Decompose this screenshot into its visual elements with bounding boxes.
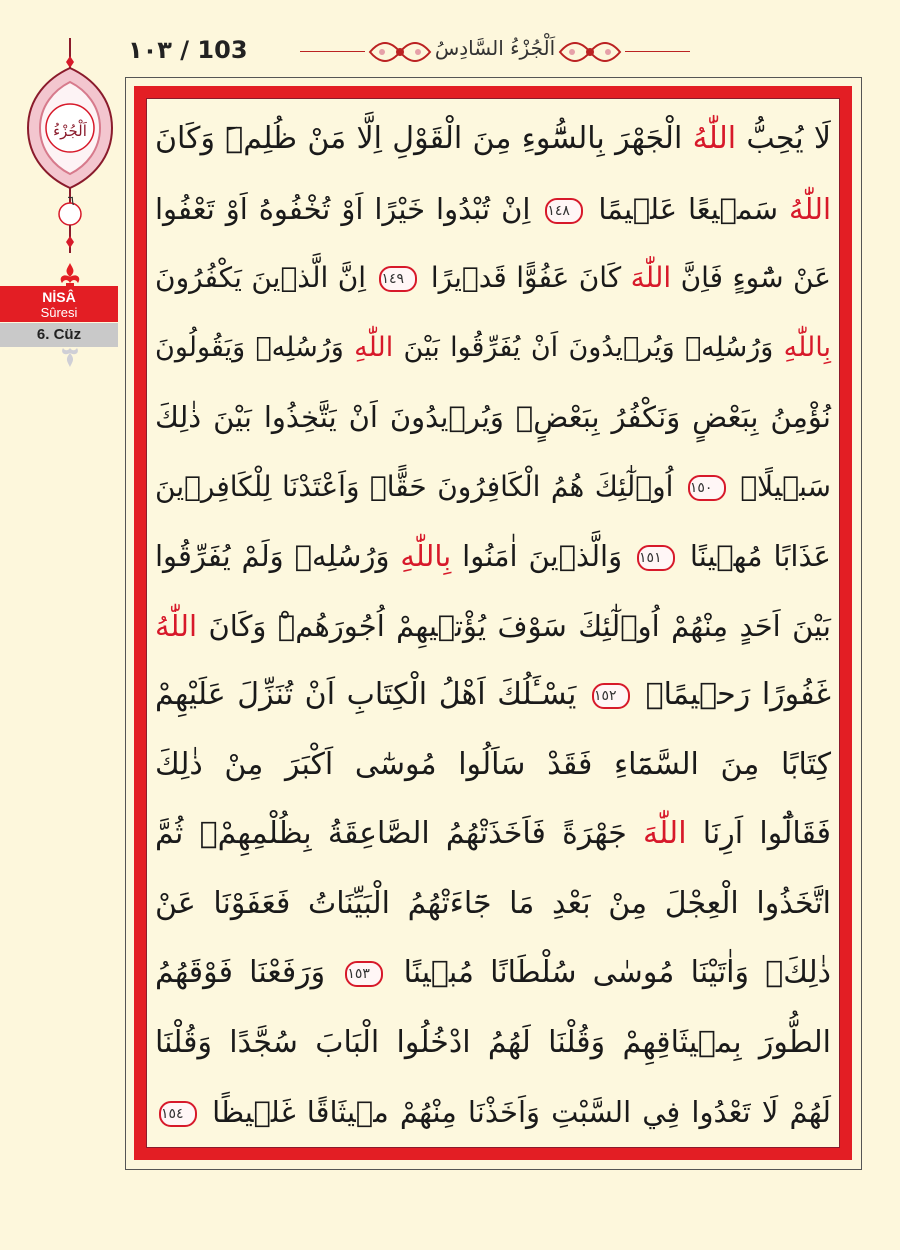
verse-text: يَسْـَٔلُكَ اَهْلُ الْكِتَابِ اَنْ تُنَزِّلَ عَلَيْهِمْ [155, 677, 588, 712]
verse-text: الطُّورَ بِمٖيثَاقِهِمْ وَقُلْنَا لَهُمُ ادْخُلُوا الْبَابَ سُجَّدًا وَقُلْنَا [155, 1024, 831, 1060]
ayah-number-marker: ١٤٨ [545, 198, 583, 224]
text-line [155, 941, 831, 1005]
ayah-number-marker: ١٥٠ [688, 475, 726, 501]
verse-text: ذٰلِكَۚ وَاٰتَيْنَا مُوسٰى سُلْطَانًا مُبٖينًا [387, 955, 831, 990]
verse-text: اِنْ تُبْدُوا خَيْرًا اَوْ تُخْفُوهُ اَوْ تَعْفُوا [155, 191, 542, 226]
juz-medallion-icon [20, 38, 120, 258]
text-line [155, 246, 831, 310]
ayah-number-marker: ١٥٢ [592, 683, 630, 709]
text-line [155, 316, 831, 380]
surah-tab [0, 286, 118, 322]
surah-name: NİSÂ [42, 289, 76, 305]
verse-text: الْجَهْرَ بِالسُّٓوءِ مِنَ الْقَوْلِ اِلَّا مَنْ ظُلِمَۜ وَكَانَ [155, 121, 693, 156]
verse-text: وَرُسُلِهٖ وَيَقُولُونَ [155, 331, 355, 363]
text-line [155, 524, 831, 588]
verse-text: عَنْ سُٓوءٍ فَاِنَّ [671, 261, 832, 294]
header-divider-right [625, 51, 690, 52]
ayah-number-marker: ١٥١ [637, 545, 675, 571]
verse-text: اِنَّ الَّذٖينَ يَكْفُرُونَ [155, 261, 376, 294]
verse-text: عَذَابًا مُهٖينًا [679, 539, 831, 573]
text-line [155, 872, 831, 936]
text-line [155, 1080, 831, 1144]
ayah-number-marker: ١٥٤ [159, 1101, 197, 1127]
juz-number: ٦ [67, 194, 75, 209]
divine-name-text: اللّٰهُ [788, 191, 831, 226]
divine-name-text: بِاللّٰهِ [783, 331, 831, 363]
verse-text: سَبٖيلًاۙ [729, 469, 832, 503]
text-line [155, 455, 831, 519]
verse-text: وَرُسُلِهٖ وَيُرٖيدُونَ اَنْ يُفَرِّقُوا بَيْنَ [393, 331, 784, 363]
divine-name-text: اللّٰهَ [643, 816, 687, 851]
divine-name-text: اللّٰهَ [630, 261, 672, 294]
verse-text: نُؤْمِنُ بِبَعْضٍ وَنَكْفُرُ بِبَعْضٍۙ وَيُرٖيدُونَ اَنْ يَتَّخِذُوا بَيْنَ ذٰلِكَ [155, 400, 831, 434]
verse-text: اتَّخَذُوا الْعِجْلَ مِنْ بَعْدِ مَا جَٓاءَتْهُمُ الْبَيِّنَاتُ فَعَفَوْنَا عَنْ [155, 885, 831, 921]
verse-text: بَيْنَ اَحَدٍ مِنْهُمْ اُو۬لٰٓئِكَ سَوْفَ يُؤْتٖيهِمْ اُجُورَهُمْۜ وَكَانَ [197, 608, 831, 643]
verse-text: جَهْرَةً فَاَخَذَتْهُمُ الصَّاعِقَةُ بِظُلْمِهِمْۚ ثُمَّ [155, 816, 644, 851]
juz-marker [20, 38, 120, 258]
text-line [155, 594, 831, 658]
cuz-fleur-icon [60, 347, 80, 367]
header-ornament-left-icon [368, 38, 432, 66]
text-line [155, 663, 831, 727]
verse-text: وَرَفَعْنَا فَوْقَهُمُ [155, 955, 342, 990]
verse-text: لَا يُحِبُّ [736, 121, 831, 156]
juz-title: اَلْجُزْءُ السَّادِسُ [434, 36, 556, 60]
verse-text: غَفُورًا رَحٖيمًا۟ [634, 677, 831, 712]
divine-name-text: اللّٰهِ [354, 331, 394, 363]
verse-text: سَمٖيعًا عَلٖيمًا [587, 191, 789, 226]
surah-suffix: Sûresi [40, 305, 78, 320]
verse-text: وَالَّذٖينَ اٰمَنُوا [451, 539, 634, 573]
verse-text: كَانَ عَفُوًّا قَدٖيرًا [421, 261, 631, 294]
juz-marker-label: اَلْجُزْءُ [53, 122, 87, 140]
verse-text: اُو۬لٰٓئِكَ هُمُ الْكَافِرُونَ حَقًّاۚ وَاَعْتَدْنَا لِلْكَافِرٖينَ [155, 469, 684, 503]
text-line [155, 1011, 831, 1075]
verse-text: وَرُسُلِهٖ وَلَمْ يُفَرِّقُوا [155, 539, 401, 573]
cuz-label: 6. Cüz [0, 323, 118, 347]
text-line [155, 385, 831, 449]
verse-text: لَهُمْ لَا تَعْدُوا فِي السَّبْتِ وَاَخَذْنَا مِنْهُمْ مٖيثَاقًا غَلٖيظًا [201, 1095, 831, 1129]
verse-text: كِتَابًا مِنَ السَّمَٓاءِ فَقَدْ سَاَلُوا مُوسٰٓى اَكْبَرَ مِنْ ذٰلِكَ [155, 746, 831, 782]
divine-name-text: بِاللّٰهِ [400, 539, 452, 573]
header-divider-left [300, 51, 365, 52]
ayah-number-marker: ١٤٩ [379, 266, 417, 292]
text-line [155, 733, 831, 797]
page-number: ١٠٣ / 103 [128, 36, 248, 64]
verse-text: فَقَالُٓوا اَرِنَا [686, 816, 832, 851]
text-line [155, 802, 831, 866]
header-ornament-right-icon [558, 38, 622, 66]
quran-text-area [146, 98, 840, 1148]
text-line [155, 177, 831, 241]
juz-header [300, 30, 690, 74]
text-line [155, 107, 831, 171]
ayah-number-marker: ١٥٣ [345, 961, 383, 987]
divine-name-text: اللّٰهُ [692, 121, 737, 156]
divine-name-text: اللّٰهُ [155, 608, 198, 643]
